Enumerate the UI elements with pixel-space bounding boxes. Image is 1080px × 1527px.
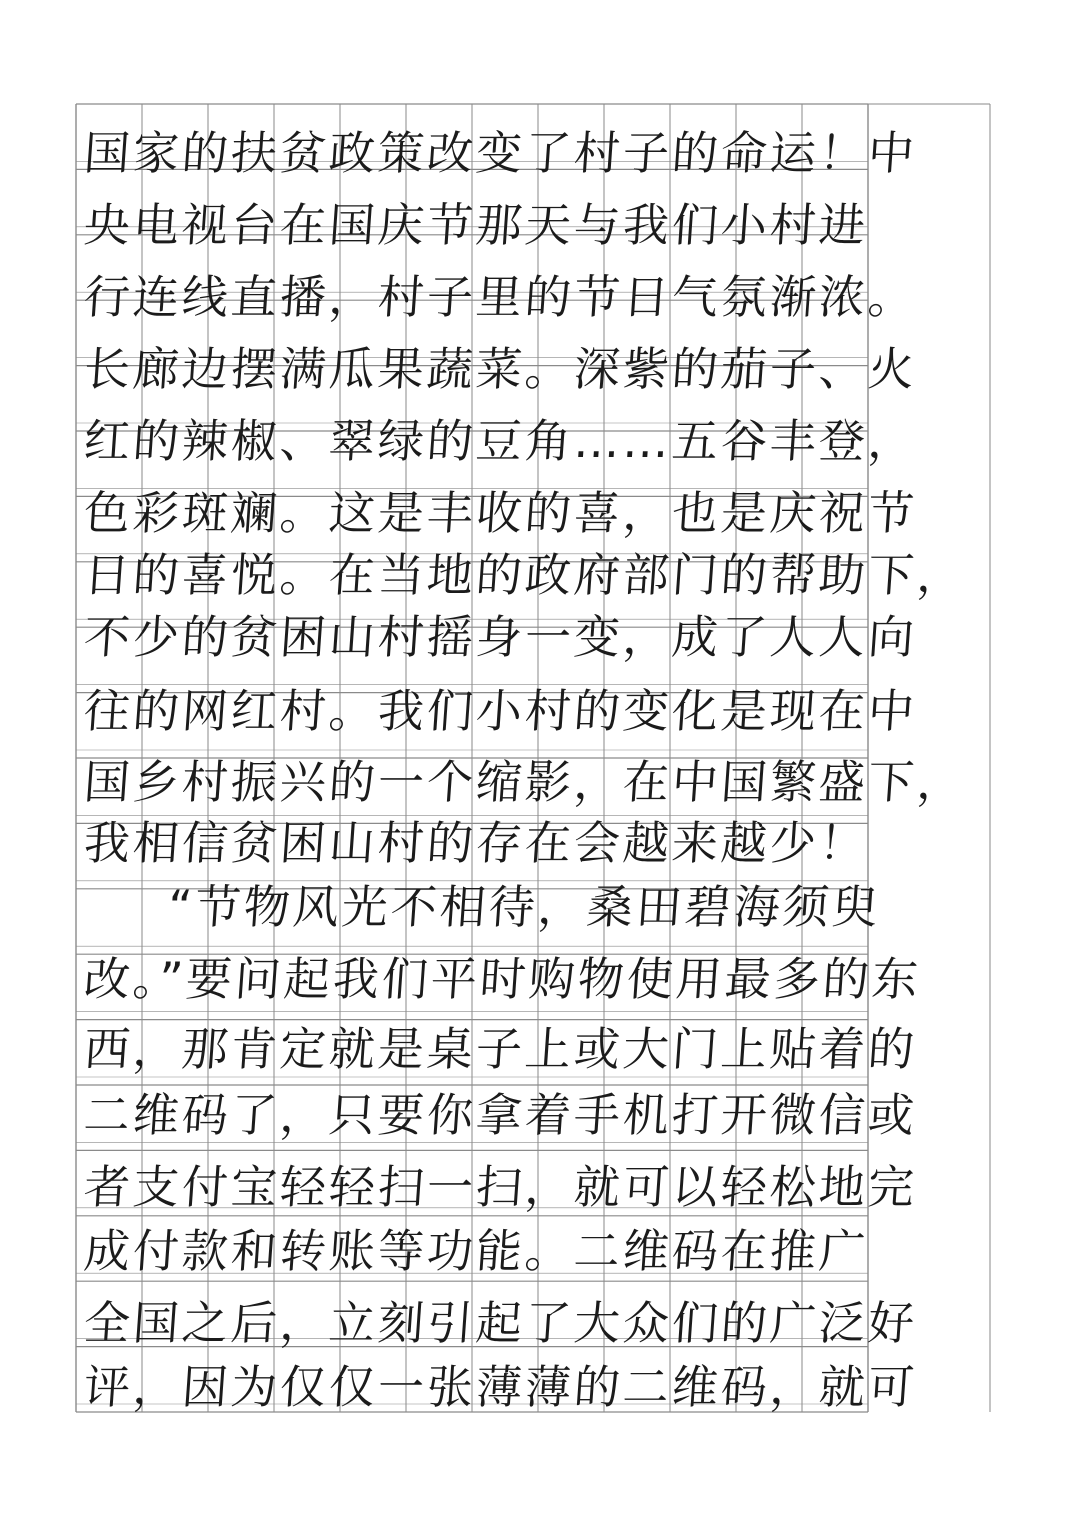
text-line-16: 者支付宝轻轻扫一扫，就可以轻松地完 xyxy=(82,1160,919,1214)
text-line-18: 全国之后，立刻引起了大众们的广泛好 xyxy=(82,1296,919,1350)
text-line-7: 日的喜悦。在当地的政府部门的帮助下， xyxy=(82,548,968,602)
text-line-9: 往的网红村。我们小村的变化是现在中 xyxy=(82,684,919,738)
text-line-3: 行连线直播，村子里的节日气氛渐浓。 xyxy=(82,270,919,324)
text-line-6: 色彩斑斓。这是丰收的喜，也是庆祝节 xyxy=(82,486,919,540)
text-line-10: 国乡村振兴的一个缩影，在中国繁盛下， xyxy=(82,755,968,809)
text-line-11: 我相信贫困山村的存在会越来越少！ xyxy=(82,816,870,870)
text-line-13: 改。”要问起我们平时购物使用最多的东 xyxy=(82,952,923,1006)
text-line-14: 西，那肯定就是桌子上或大门上贴着的 xyxy=(82,1022,919,1076)
text-line-5: 红的辣椒、翠绿的豆角……五谷丰登， xyxy=(82,414,919,468)
text-line-4: 长廊边摆满瓜果蔬菜。深紫的茄子、火 xyxy=(82,342,919,396)
text-line-8: 不少的贫困山村摇身一变，成了人人向 xyxy=(82,610,919,664)
text-line-2: 央电视台在国庆节那天与我们小村进 xyxy=(82,198,870,252)
text-line-17: 成付款和转账等功能。二维码在推广 xyxy=(82,1224,870,1278)
text-line-19: 评，因为仅仅一张薄薄的二维码，就可 xyxy=(82,1360,919,1414)
text-line-12: “节物风光不相待，桑田碧海须臾 xyxy=(166,880,883,934)
text-line-1: 国家的扶贫政策改变了村子的命运！中 xyxy=(82,126,919,180)
text-line-15: 二维码了，只要你拿着手机打开微信或 xyxy=(82,1088,919,1142)
